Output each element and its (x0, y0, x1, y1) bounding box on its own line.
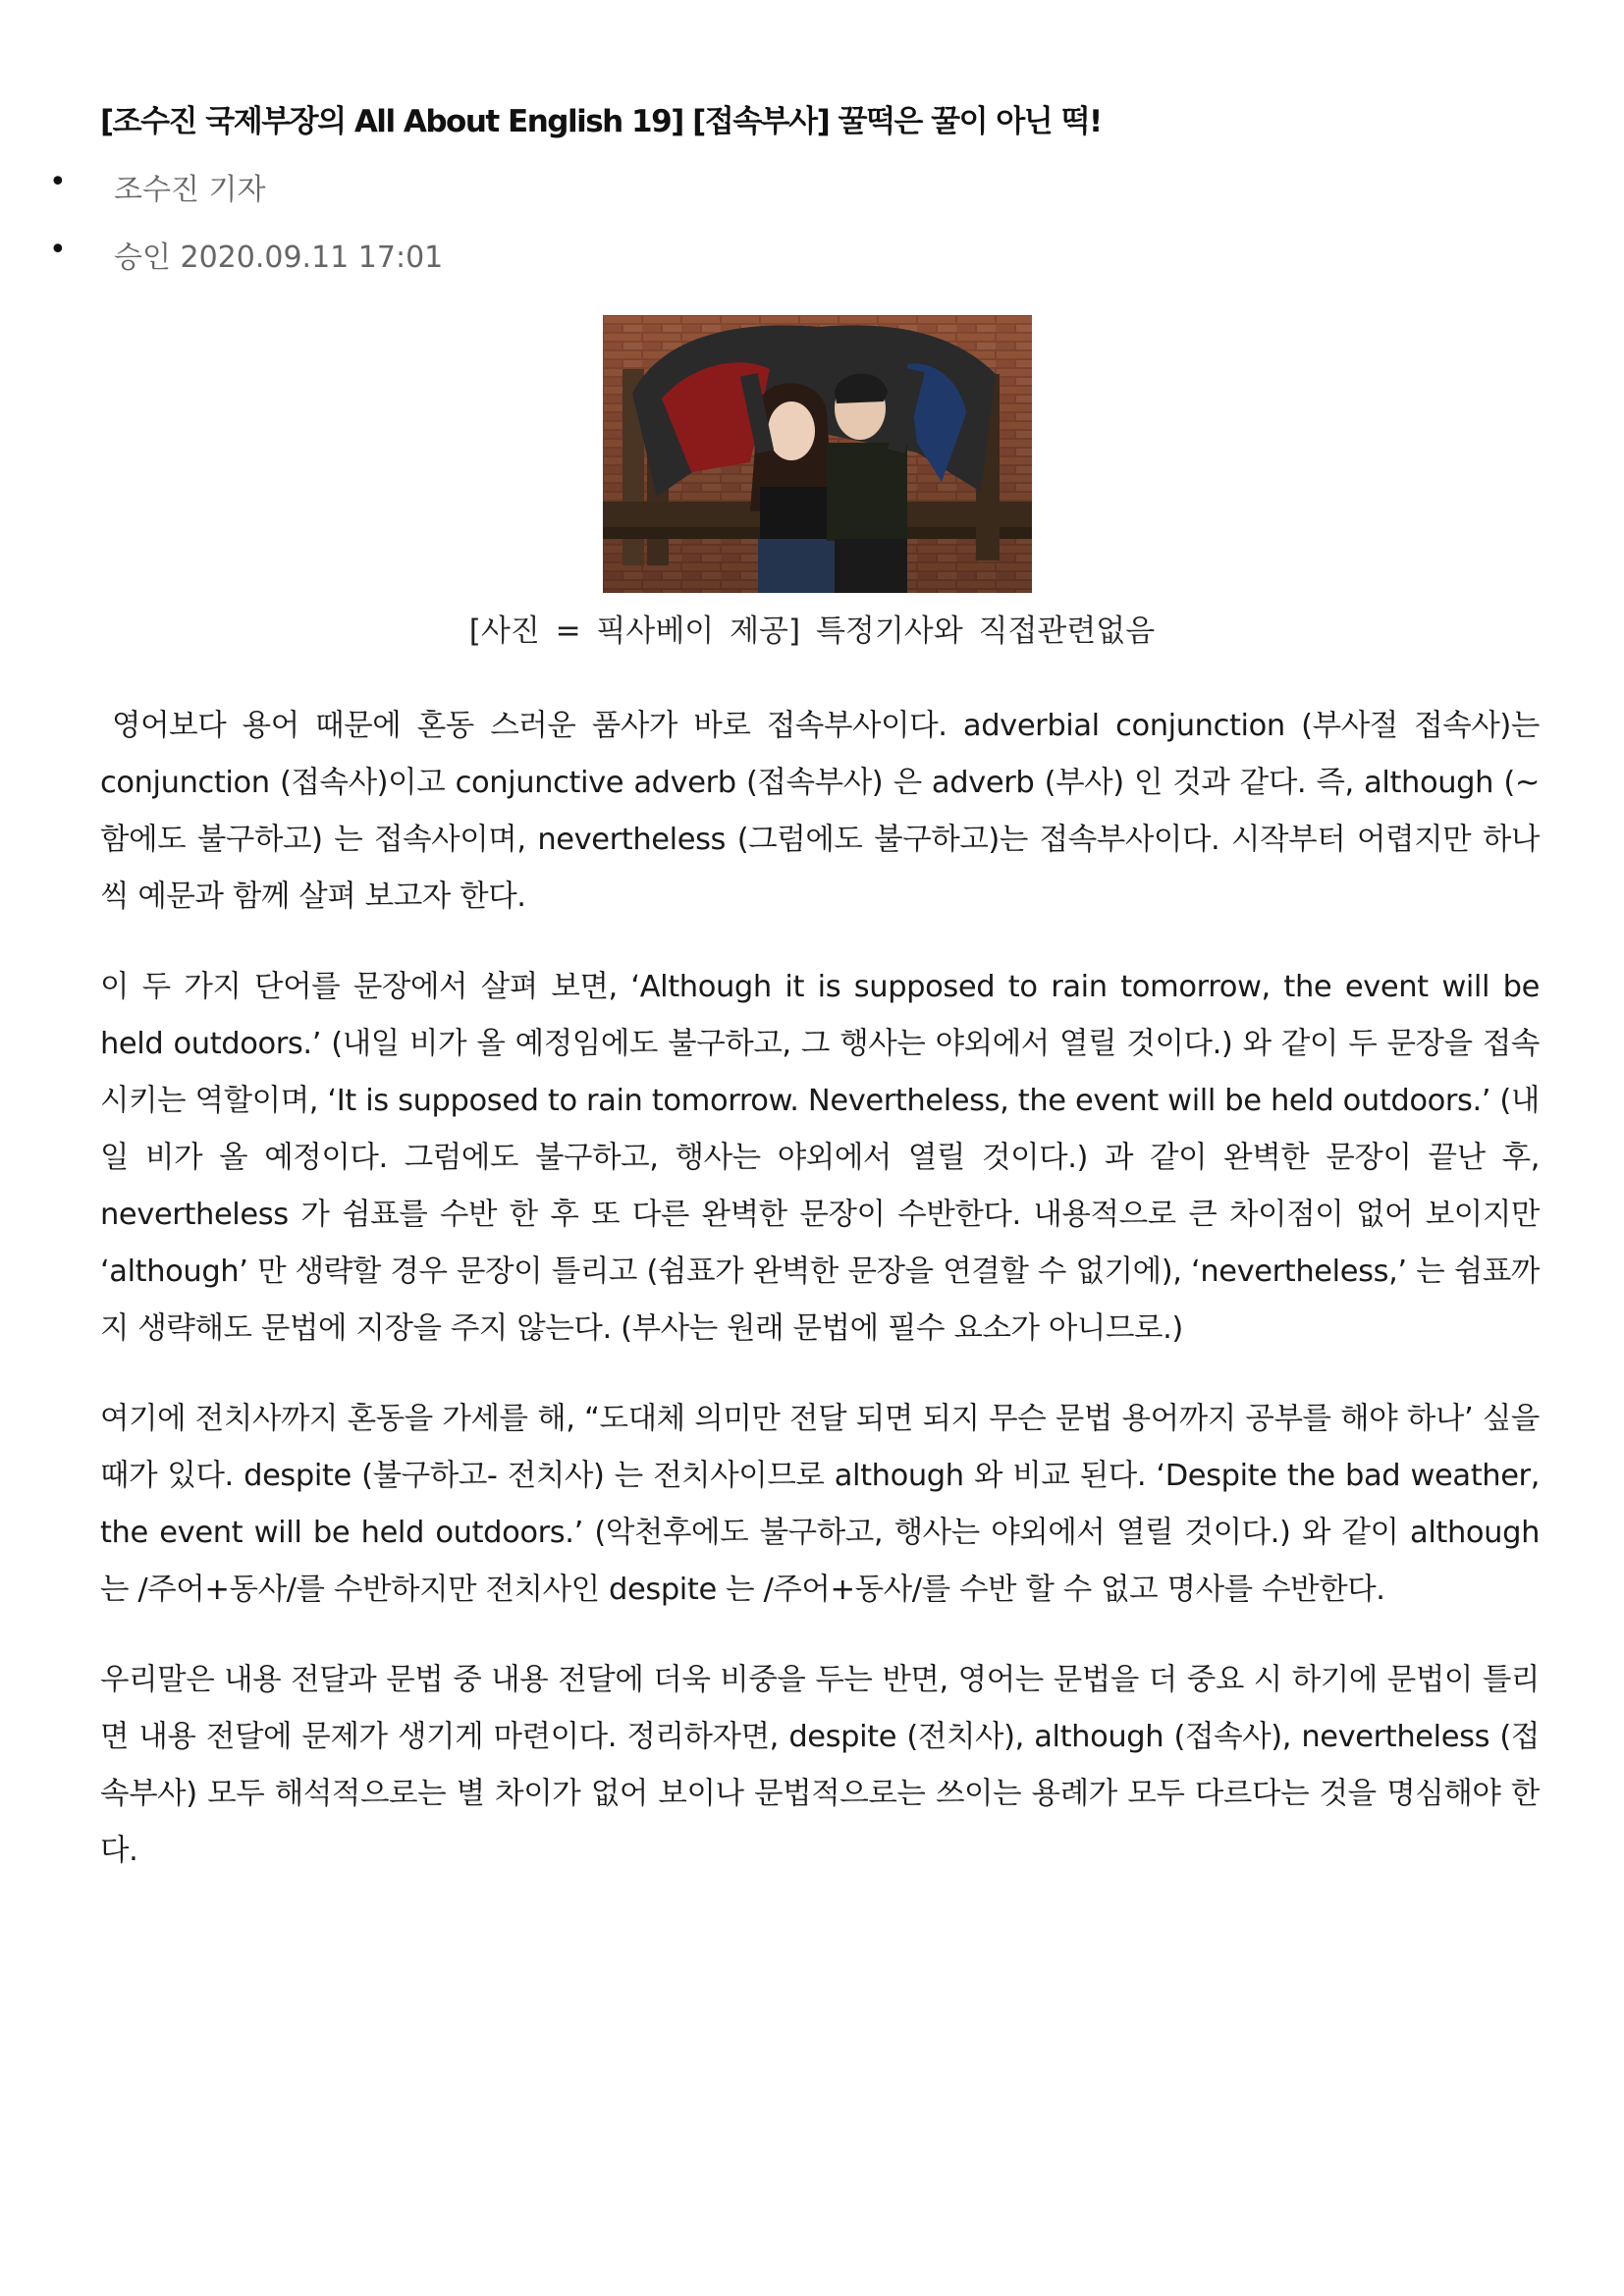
bullet-icon: • (49, 165, 67, 199)
article-paragraph: 영어보다 용어 때문에 혼동 스러운 품사가 바로 접속부사이다. adverbial conjunction (부사절 접속사)는 conjunction (접속사)이고 conjunctive adverb (접속부사) 은 adverb (부사) 인 것과 같다. 즉, although (~함에도 불구하고) 는 접속사이며, nevertheless (그럼에도 불구하고)는 접속부사이다. 시작부터 어렵지만 하나씩 예문과 함께 살펴 보고자 한다. (100, 709, 1540, 914)
bullet-icon: • (49, 233, 67, 267)
approved-date: 승인 2020.09.11 17:01 (114, 240, 444, 275)
article-headline: [조수진 국제부장의 All About English 19] [접속부사] 꿀떡은 꿀이 아닌 떡! (100, 104, 1102, 139)
article-paragraph: 이 두 가지 단어를 문장에서 살펴 보면, ‘Although it is supposed to rain tomorrow, the event will be held outdoors.’ (내일 비가 올 예정임에도 불구하고, 그 행사는 야외에서 열릴 것이다.) 와 같이 두 문장을 접속시키는 역할이며, ‘It is supposed to rain tomorrow. Nevertheless, the event will be held outdoors.’ (내일 비가 올 예정이다. 그럼에도 불구하고, 행사는 야외에서 열릴 것이다.) 과 같이 완벽한 문장이 끝난 후, nevertheless 가 쉼표를 수반 한 후 또 다른 완벽한 문장이 수반한다. 내용적으로 큰 차이점이 없어 보이지만 ‘although’ 만 생략할 경우 문장이 틀리고 (쉼표가 완벽한 문장을 연결할 수 없기에), ‘nevertheless,’ 는 쉼표까지 생략해도 문법에 지장을 주지 않는다. (부사는 원래 문법에 필수 요소가 아니므로.) (100, 970, 1540, 1346)
byline: 조수진 기자 (114, 173, 266, 207)
article-body (100, 698, 1540, 1913)
article-paragraph: 여기에 전치사까지 혼동을 가세를 해, “도대체 의미만 전달 되면 되지 무슨 문법 용어까지 공부를 해야 하나’ 싶을 때가 있다. despite (불구하고- 전치사) 는 전치사이므로 although 와 비교 된다. ‘Despite the bad weather, the event will be held outdoors.’ (악천후에도 불구하고, 행사는 야외에서 열릴 것이다.) 와 같이 although 는 /주어+동사/를 수반하지만 전치사인 despite 는 /주어+동사/를 수반 할 수 없고 명사를 수반한다. (100, 1402, 1540, 1607)
photo-caption: [사진 = 픽사베이 제공] 특정기사와 직접관련없음 (468, 614, 1156, 649)
article-paragraph: 우리말은 내용 전달과 문법 중 내용 전달에 더욱 비중을 두는 반면, 영어는 문법을 더 중요 시 하기에 문법이 틀리면 내용 전달에 문제가 생기게 마련이다. 정리하자면, despite (전치사), although (접속사), nevertheless (접속부사) 모두 해석적으로는 별 차이가 없어 보이나 문법적으로는 쓰이는 용례가 모두 다르다는 것을 명심해야 한다. (100, 1663, 1540, 1868)
article-photo (603, 315, 1032, 593)
